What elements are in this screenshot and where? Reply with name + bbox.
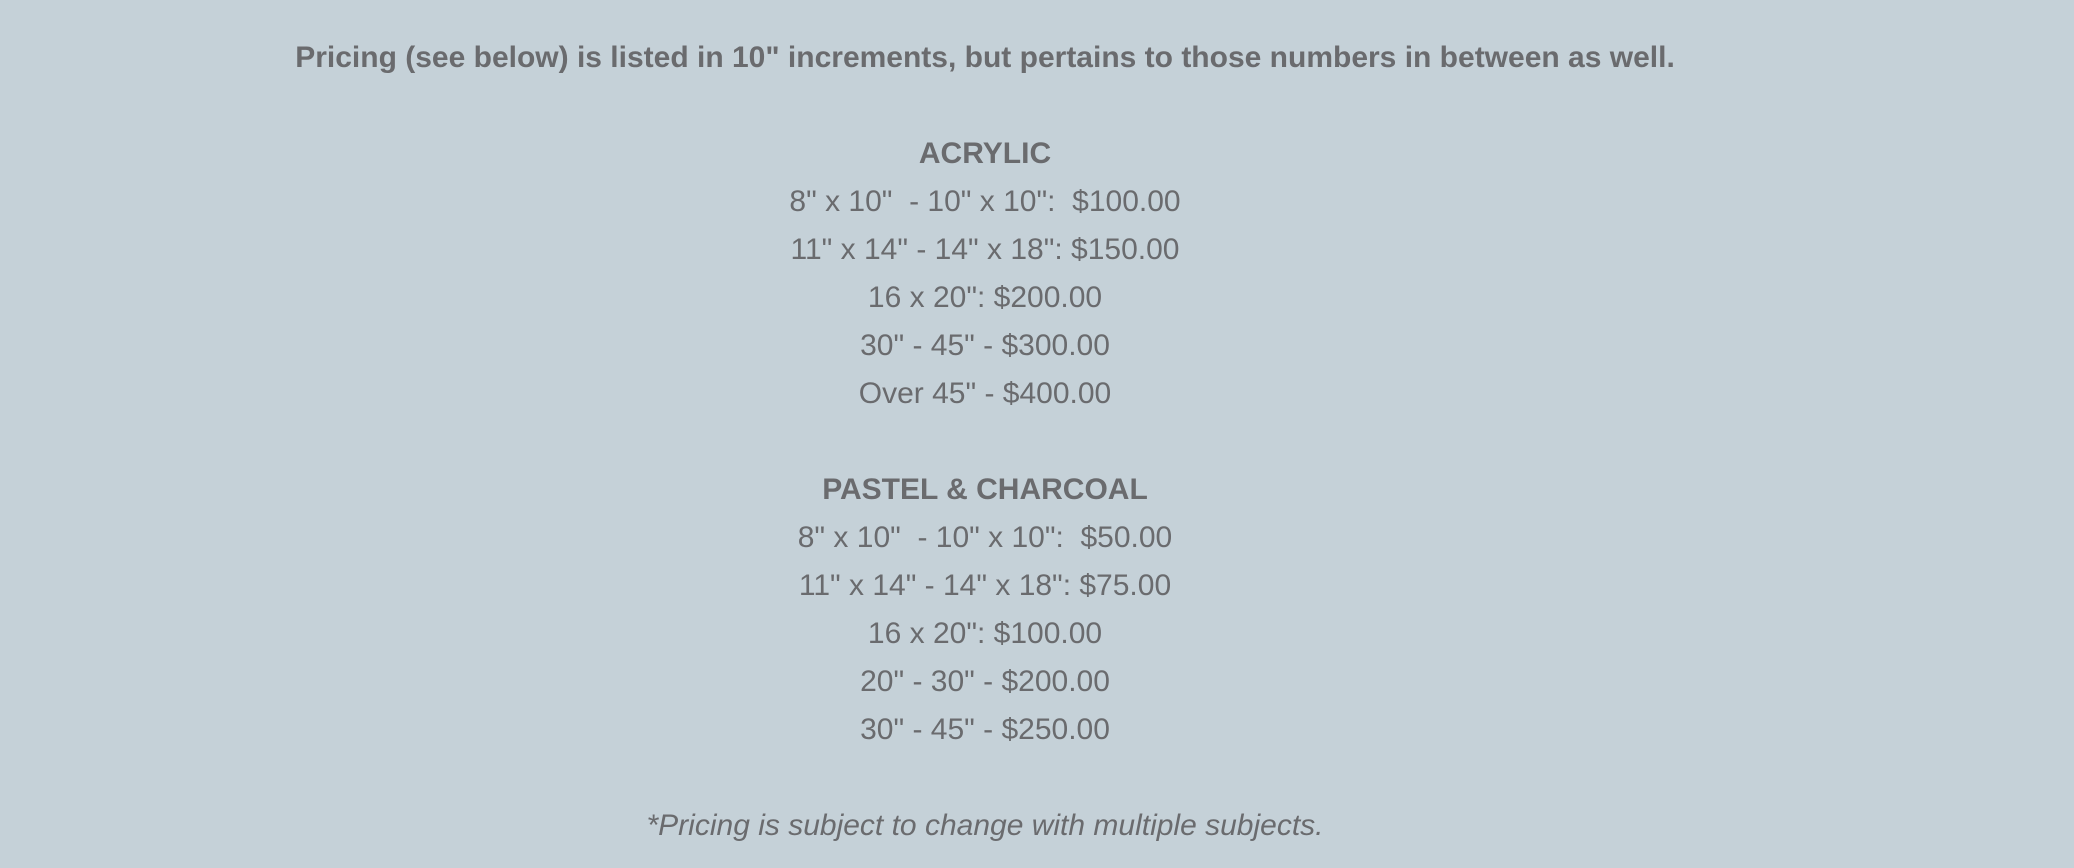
price-line: 30" - 45" - $300.00 — [860, 329, 1110, 362]
price-line: 30" - 45" - $250.00 — [860, 713, 1110, 746]
price-line: Over 45" - $400.00 — [858, 377, 1112, 410]
price-line: 8" x 10" - 10" x 10": $100.00 — [789, 185, 1181, 218]
price-line: 11" x 14" - 14" x 18": $75.00 — [798, 569, 1172, 602]
section-title-pastel-charcoal: PASTEL & CHARCOAL — [822, 473, 1148, 506]
section-acrylic — [0, 130, 1970, 418]
section-title-acrylic: ACRYLIC — [918, 137, 1052, 170]
pricing-footnote: *Pricing is subject to change with multiple subjects. — [646, 809, 1324, 842]
price-line: 16 x 20": $100.00 — [867, 617, 1103, 650]
price-line: 8" x 10" - 10" x 10": $50.00 — [797, 521, 1173, 554]
price-line: 20" - 30" - $200.00 — [860, 665, 1110, 698]
pricing-intro-text: Pricing (see below) is listed in 10" increments, but pertains to those numbers in between as well. — [295, 41, 1675, 74]
price-line: 16 x 20": $200.00 — [867, 281, 1103, 314]
pricing-content — [0, 34, 1970, 850]
price-line: 11" x 14" - 14" x 18": $150.00 — [790, 233, 1180, 266]
section-pastel-charcoal — [0, 466, 1970, 754]
